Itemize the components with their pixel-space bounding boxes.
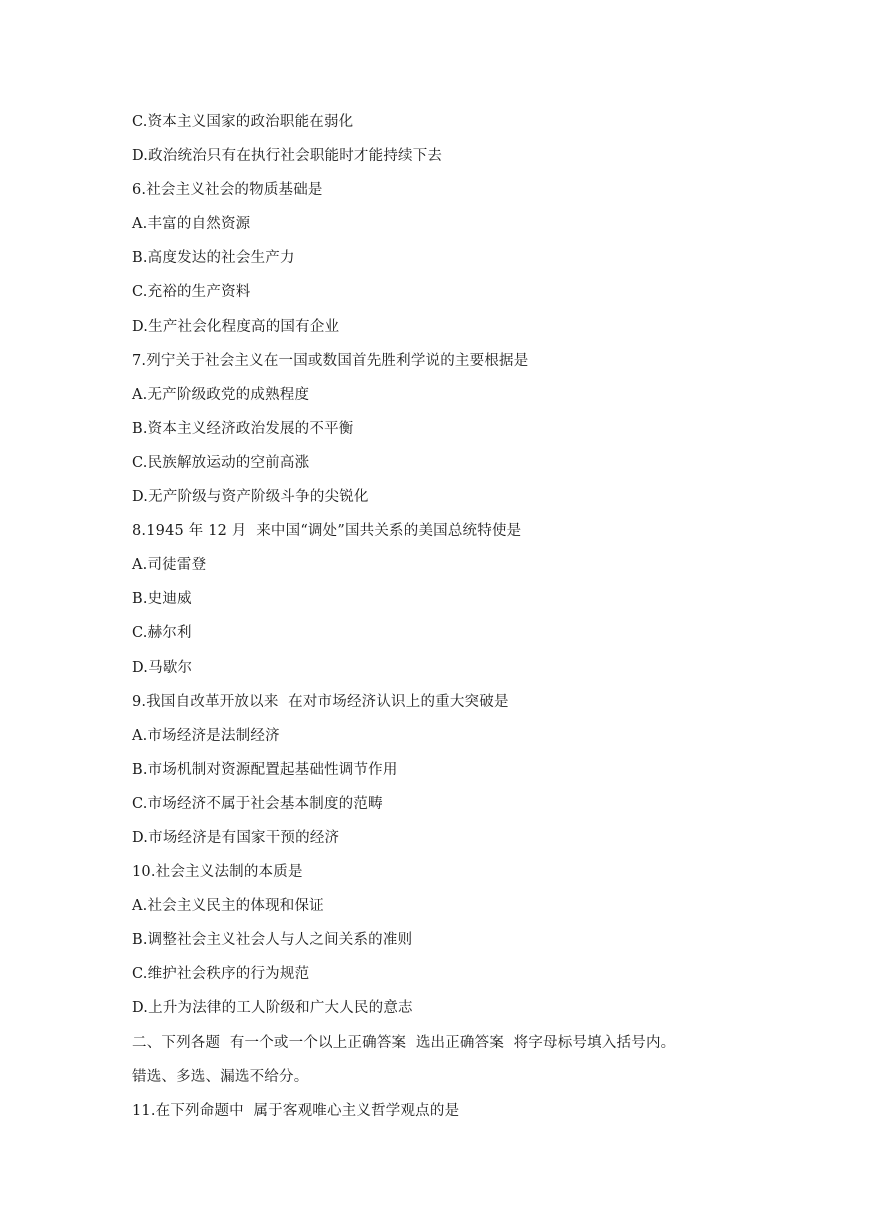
option-a-line: A.无产阶级政党的成熟程度	[132, 386, 310, 403]
question-6: 6.社会主义社会的物质基础是	[132, 182, 323, 199]
question-9: 9.我国自改革开放以来 在对市场经济认识上的重大突破是	[132, 693, 509, 710]
option-c-line: C.充裕的生产资料	[132, 284, 251, 301]
option-a-line: A.社会主义民主的体现和保证	[132, 898, 324, 915]
question-11: 11.在下列命题中 属于客观唯心主义哲学观点的是	[132, 1102, 460, 1119]
option-c-line: C.民族解放运动的空前高涨	[132, 454, 310, 471]
option-a-line: A.丰富的自然资源	[132, 216, 251, 233]
option-b-line: B.资本主义经济政治发展的不平衡	[132, 420, 354, 437]
option-a-line: A.司徒雷登	[132, 557, 207, 574]
section-heading: 二、下列各题 有一个或一个以上正确答案 选出正确答案 将字母标号填入括号内。	[132, 1034, 676, 1051]
option-d-line: D.政治统治只有在执行社会职能时才能持续下去	[132, 148, 443, 165]
option-a-line: A.市场经济是法制经济	[132, 727, 280, 744]
option-b-line: B.调整社会主义社会人与人之间关系的准则	[132, 932, 413, 949]
option-b-line: B.高度发达的社会生产力	[132, 250, 295, 267]
option-c-line: C.维护社会秩序的行为规范	[132, 966, 310, 983]
option-d-line: D.上升为法律的工人阶级和广大人民的意志	[132, 1000, 413, 1017]
option-d-line: D.马歇尔	[132, 659, 193, 676]
section-instruction: 错选、多选、漏选不给分。	[132, 1068, 309, 1085]
option-d-line: D.生产社会化程度高的国有企业	[132, 318, 340, 335]
option-c-line: C.资本主义国家的政治职能在弱化	[132, 114, 354, 130]
option-d-line: D.市场经济是有国家干预的经济	[132, 829, 340, 846]
question-7: 7.列宁关于社会主义在一国或数国首先胜利学说的主要根据是	[132, 352, 529, 369]
question-8: 8.1945 年 12 月 来中国“调处”国共关系的美国总统特使是	[132, 523, 522, 540]
option-c-line: C.赫尔利	[132, 625, 192, 642]
question-10: 10.社会主义法制的本质是	[132, 864, 303, 881]
document-text	[132, 108, 832, 1131]
option-b-line: B.史迪威	[132, 591, 192, 608]
option-c-line: C.市场经济不属于社会基本制度的范畴	[132, 795, 383, 812]
option-b-line: B.市场机制对资源配置起基础性调节作用	[132, 761, 398, 778]
option-d-line: D.无产阶级与资产阶级斗争的尖锐化	[132, 489, 369, 506]
